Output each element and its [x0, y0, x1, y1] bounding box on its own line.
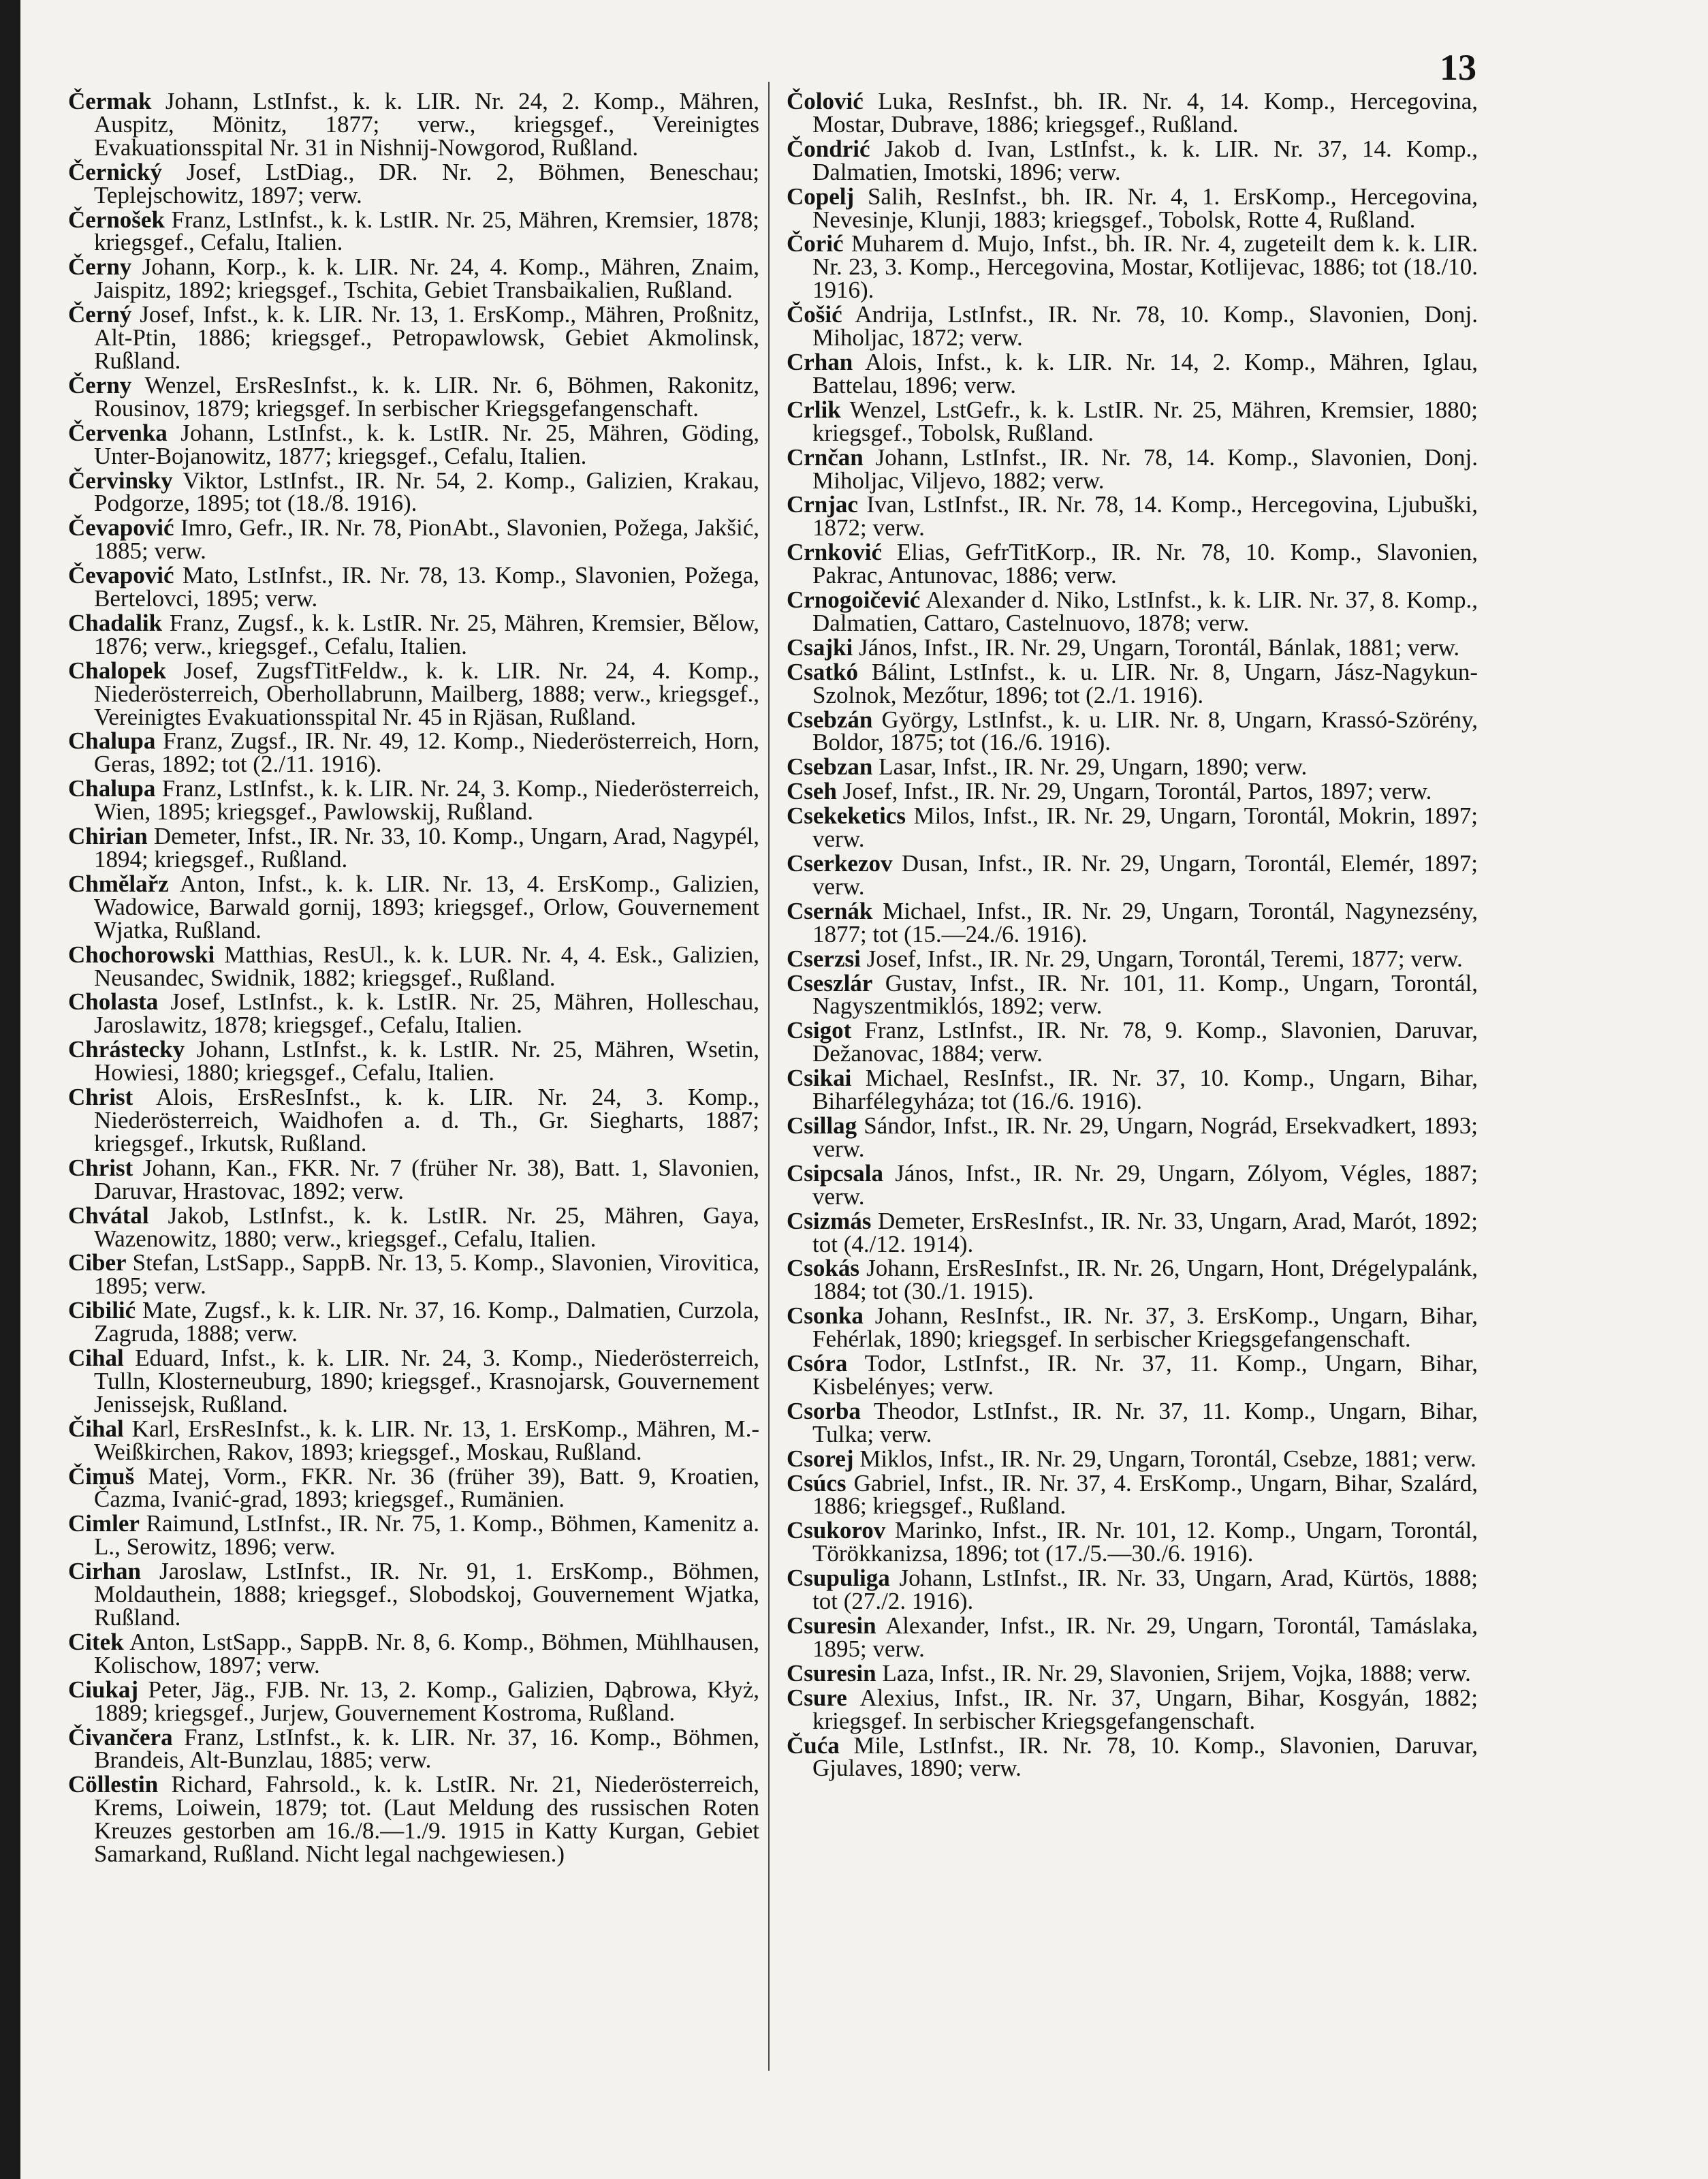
register-entry: [787, 586, 1478, 636]
entry-details: Johann, LstInfst., k. k. LstIR. Nr. 25, Mähren, Wsetin, Howiesi, 1880; kriegsgef., Cefalu, Italien.: [94, 1036, 759, 1086]
register-entry: [787, 1469, 1478, 1520]
register-entry: [68, 90, 759, 159]
register-entry: [787, 1304, 1478, 1351]
register-entry: [68, 516, 759, 563]
entry-surname: Čimuš: [68, 1462, 135, 1490]
register-entry: [787, 348, 1478, 398]
page-number: 13: [1440, 47, 1476, 88]
entry-surname: Čorić: [787, 230, 844, 257]
entry-details: Franz, Zugsf., k. k. LstIR. Nr. 25, Mähren, Kremsier, Bělow, 1876; verw., kriegsgef., Cefalu, Italien.: [94, 609, 759, 659]
entry-details: Demeter, Infst., IR. Nr. 33, 10. Komp., Ungarn, Arad, Nagypél, 1894; kriegsgef., Rußland.: [94, 823, 760, 873]
entry-details: Johann, LstInfst., k. k. LstIR. Nr. 25, Mähren, Göding, Unter-Bojanowitz, 1877; kriegsgef., Cefalu, Italien.: [94, 419, 759, 469]
entry-surname: Chalupa: [68, 727, 156, 755]
register-entry: [787, 708, 1478, 755]
entry-details: Sándor, Infst., IR. Nr. 29, Ungarn, Nográd, Ersekvadkert, 1893; verw.: [812, 1112, 1478, 1162]
entry-details: Johann, LstInfst., IR. Nr. 78, 14. Komp., Slavonien, Donj. Miholjac, Viljevo, 1882; verw.: [812, 443, 1478, 494]
register-entry: [68, 255, 759, 302]
register-entry: [787, 658, 1478, 708]
entry-surname: Copelj: [787, 183, 855, 210]
register-entry: [68, 1154, 759, 1204]
entry-details: Josef, LstInfst., k. k. LstIR. Nr. 25, Mähren, Holleschau, Jaroslawitz, 1878; kriegsgef., Cefalu, Italien.: [94, 988, 759, 1039]
register-entry: [68, 943, 759, 990]
register-entry: [787, 1067, 1478, 1113]
register-entry: [68, 208, 759, 255]
entry-details: Alexius, Infst., IR. Nr. 37, Ungarn, Bihar, Kosgyán, 1882; kriegsgef. In serbischer Kriegsgefangenschaft.: [812, 1684, 1478, 1734]
entry-details: Raimund, LstInfst., IR. Nr. 75, 1. Komp., Böhmen, Kamenitz a. L., Serowitz, 1896; verw.: [94, 1510, 759, 1561]
entry-surname: Csure: [787, 1684, 847, 1711]
entry-details: János, Infst., IR. Nr. 29, Ungarn, Zólyom, Végles, 1887; verw.: [812, 1159, 1478, 1210]
entry-details: Mate, Zugsf., k. k. LIR. Nr. 37, 16. Komp., Dalmatien, Curzola, Zagruda, 1888; verw.: [94, 1297, 759, 1347]
register-entry: [68, 825, 759, 871]
entry-details: Demeter, ErsResInfst., IR. Nr. 33, Ungarn, Arad, Marót, 1892; tot (4./12. 1914).: [812, 1207, 1478, 1257]
entry-details: Michael, ResInfst., IR. Nr. 37, 10. Komp., Ungarn, Bihar, Biharfélegyháza; tot (16./6. 1916).: [812, 1065, 1478, 1115]
entry-details: Bálint, LstInfst., k. u. LIR. Nr. 8, Ungarn, Jász-Nagykun-Szolnok, Mezőtur, 1896; tot (2./1. 1916).: [812, 658, 1478, 708]
register-entry: [68, 1628, 759, 1678]
register-entry: [787, 1731, 1478, 1782]
register-entry: [787, 755, 1478, 779]
register-entry: [787, 1159, 1478, 1210]
entry-surname: Csorej: [787, 1445, 854, 1472]
entry-details: Alois, Infst., k. k. LIR. Nr. 14, 2. Komp., Mähren, Iglau, Battelau, 1896; verw.: [812, 348, 1478, 398]
register-entry: [787, 232, 1478, 302]
entry-surname: Csorba: [787, 1397, 861, 1424]
entry-surname: Chalupa: [68, 775, 156, 802]
entry-surname: Červenka: [68, 419, 168, 446]
entry-details: Alexander, Infst., IR. Nr. 29, Ungarn, Torontál, Tamáslaka, 1895; verw.: [812, 1612, 1478, 1662]
entry-details: Mile, LstInfst., IR. Nr. 78, 10. Komp., Slavonien, Daruvar, Gjulaves, 1890; verw.: [812, 1731, 1478, 1782]
entry-details: Luka, ResInfst., bh. IR. Nr. 4, 14. Komp., Hercegovina, Mostar, Dubrave, 1886; kriegsgef., Rußland.: [812, 88, 1478, 138]
entry-surname: Cseszlár: [787, 969, 873, 997]
register-entry: [68, 1510, 759, 1561]
entry-surname: Chvátal: [68, 1202, 149, 1229]
entry-details: Franz, LstInfst., k. k. LIR. Nr. 24, 3. Komp., Niederösterreich, Wien, 1895; kriegsgef., Pawlowskij, Rußland.: [94, 775, 759, 826]
register-entry: [787, 1397, 1478, 1447]
entry-details: Muharem d. Mujo, Infst., bh. IR. Nr. 4, zugeteilt dem k. k. LIR. Nr. 23, 3. Komp., Hercegovina, Mostar, Kotlijevac, 1886; tot (18./10. 1916).: [812, 230, 1478, 304]
register-entry: [68, 1723, 760, 1774]
entry-details: Matthias, ResUl., k. k. LUR. Nr. 4, 4. Esk., Galizien, Neusandec, Swidnik, 1882; kriegsgef., Rußland.: [94, 941, 759, 991]
register-entry: [787, 443, 1478, 494]
register-entry: [787, 491, 1478, 542]
entry-surname: Csebzán: [787, 706, 873, 733]
entry-details: Theodor, LstInfst., IR. Nr. 37, 11. Komp., Ungarn, Bihar, Tulka; verw.: [812, 1397, 1478, 1447]
entry-details: Viktor, LstInfst., IR. Nr. 54, 2. Komp., Galizien, Krakau, Podgorze, 1895; tot (18./8. 1916).: [94, 467, 759, 517]
register-entry: [787, 1207, 1478, 1257]
right-column: [787, 90, 1478, 1781]
entry-details: Miklos, Infst., IR. Nr. 29, Ungarn, Torontál, Csebze, 1881; verw.: [859, 1445, 1476, 1472]
register-entry: [787, 185, 1478, 232]
entry-surname: Černošek: [68, 206, 165, 233]
register-entry: [68, 1038, 759, 1084]
entry-details: Marinko, Infst., IR. Nr. 101, 12. Komp., Ungarn, Torontál, Törökkanizsa, 1896; tot (17./5.—30./6. 1916).: [812, 1517, 1478, 1567]
entry-surname: Cirhan: [68, 1558, 141, 1585]
entry-surname: Crlik: [787, 396, 841, 423]
entry-details: Johann, ErsResInfst., IR. Nr. 26, Ungarn, Hont, Drégelypalánk, 1884; tot (30./1. 1915).: [812, 1255, 1478, 1305]
entry-details: Laza, Infst., IR. Nr. 29, Slavonien, Srijem, Vojka, 1888; verw.: [882, 1659, 1471, 1687]
register-entry: [787, 1019, 1478, 1065]
entry-details: Andrija, LstInfst., IR. Nr. 78, 10. Komp., Slavonien, Donj. Miholjac, 1872; verw.: [812, 301, 1478, 351]
register-entry: [787, 541, 1478, 587]
entry-surname: Csupuliga: [787, 1565, 890, 1592]
column-divider: [768, 82, 770, 2071]
entry-details: Franz, LstInfst., k. k. LIR. Nr. 37, 16. Komp., Böhmen, Brandeis, Alt-Bunzlau, 1885; verw.: [94, 1723, 760, 1774]
entry-details: Salih, ResInfst., bh. IR. Nr. 4, 1. ErsKomp., Hercegovina, Nevesinje, Klunji, 1883; kriegsgef., Tobolsk, Rotte 4, Rußland.: [812, 183, 1478, 233]
entry-surname: Csúcs: [787, 1469, 847, 1496]
entry-surname: Christ: [68, 1084, 133, 1111]
register-entry: [787, 947, 1478, 971]
register-entry: [68, 659, 759, 729]
entry-surname: Csikai: [787, 1065, 852, 1092]
entry-surname: Čevapović: [68, 514, 174, 542]
register-entry: [787, 1447, 1478, 1471]
entry-surname: Crnjac: [787, 491, 858, 518]
entry-details: Milos, Infst., IR. Nr. 29, Ungarn, Torontál, Mokrin, 1897; verw.: [812, 802, 1478, 853]
register-entry: [68, 1773, 759, 1866]
entry-details: Franz, LstInfst., IR. Nr. 78, 9. Komp., Slavonien, Daruvar, Dežanovac, 1884; verw.: [812, 1017, 1478, 1067]
entry-surname: Čuća: [787, 1731, 840, 1759]
entry-surname: Ciukaj: [68, 1676, 139, 1703]
entry-surname: Csajki: [787, 633, 853, 661]
entry-details: Johann, ResInfst., IR. Nr. 37, 3. ErsKomp., Ungarn, Bihar, Fehérlak, 1890; kriegsgef. In serbischer Kriegsgefangenschaft.: [812, 1302, 1478, 1353]
register-entry: [68, 1417, 759, 1464]
entry-details: Stefan, LstSapp., SappB. Nr. 13, 5. Komp., Slavonien, Virovitica, 1895; verw.: [94, 1249, 759, 1300]
entry-details: Karl, ErsResInfst., k. k. LIR. Nr. 13, 1. ErsKomp., Mähren, M.-Weißkirchen, Rakov, 1893; kriegsgef., Moskau, Rußland.: [94, 1415, 760, 1465]
register-entry: [68, 1251, 759, 1298]
entry-surname: Černický: [68, 158, 163, 185]
entry-surname: Čondrić: [787, 135, 870, 162]
register-entry: [68, 727, 760, 778]
register-entry: [68, 1086, 759, 1155]
entry-details: Mato, LstInfst., IR. Nr. 78, 13. Komp., Slavonien, Požega, Bertelovci, 1895; verw.: [94, 562, 760, 612]
entry-details: Gustav, Infst., IR. Nr. 101, 11. Komp., Ungarn, Torontál, Nagyszentmiklós, 1892; verw.: [812, 969, 1478, 1020]
entry-surname: Csekeketics: [787, 802, 906, 830]
register-entry: [787, 1257, 1478, 1303]
entry-surname: Čevapović: [68, 562, 174, 589]
register-entry: [787, 303, 1478, 349]
entry-surname: Chmělařz: [68, 870, 169, 897]
register-entry: [787, 1659, 1478, 1687]
entry-details: Matej, Vorm., FKR. Nr. 36 (früher 39), Batt. 9, Kroatien, Čazma, Ivanić-grad, 1893; kriegsgef., Rumänien.: [94, 1462, 760, 1513]
entry-surname: Cseh: [787, 778, 837, 805]
entry-details: Eduard, Infst., k. k. LIR. Nr. 24, 3. Komp., Niederösterreich, Tulln, Klosterneuburg, 1890; kriegsgef., Krasnojarsk, Gouvernement Jenissejsk, Rußland.: [94, 1345, 760, 1417]
entry-details: Franz, Zugsf., IR. Nr. 49, 12. Komp., Niederösterreich, Horn, Geras, 1892; tot (2./11. 1916).: [94, 727, 760, 778]
entry-details: György, LstInfst., k. u. LIR. Nr. 8, Ungarn, Krassó-Szörény, Boldor, 1875; tot (16./6. 1916).: [812, 706, 1478, 756]
entry-surname: Ciber: [68, 1249, 127, 1276]
entry-details: Josef, ZugsfTitFeldw., k. k. LIR. Nr. 24, 4. Komp., Niederösterreich, Oberhollabrunn, Mailberg, 1888; verw., kriegsgef., Vereinigtes Evakuationsspital Nr. 45 in Rjäsan, Rußland.: [94, 657, 759, 730]
entry-details: Josef, Infst., k. k. LIR. Nr. 13, 1. ErsKomp., Mähren, Proßnitz, Alt-Ptin, 1886; kriegsgef., Petropawlowsk, Gebiet Akmolinsk, Rußland.: [94, 301, 760, 374]
entry-details: Dusan, Infst., IR. Nr. 29, Ungarn, Torontál, Elemér, 1897; verw.: [812, 850, 1478, 900]
entry-surname: Cibilić: [68, 1297, 136, 1324]
entry-details: Johann, Korp., k. k. LIR. Nr. 24, 4. Komp., Mähren, Znaim, Jaispitz, 1892; kriegsgef., Tschita, Gebiet Transbaikalien, Rußland.: [94, 253, 759, 304]
register-entry: [787, 633, 1478, 661]
entry-details: Todor, LstInfst., IR. Nr. 37, 11. Komp., Ungarn, Bihar, Kisbelényes; verw.: [812, 1350, 1478, 1400]
entry-surname: Csokás: [787, 1255, 859, 1282]
entry-surname: Chochorowski: [68, 941, 215, 968]
entry-details: Wenzel, LstGefr., k. k. LstIR. Nr. 25, Mähren, Kremsier, 1880; kriegsgef., Tobolsk, Rußland.: [812, 396, 1478, 446]
entry-surname: Csigot: [787, 1017, 852, 1044]
entry-details: Josef, Infst., IR. Nr. 29, Ungarn, Torontál, Teremi, 1877; verw.: [866, 945, 1463, 972]
register-entry: [787, 90, 1478, 136]
register-entry: [68, 1347, 759, 1416]
entry-surname: Chadalik: [68, 609, 163, 636]
entry-surname: Chrástecky: [68, 1036, 185, 1063]
entry-details: Wenzel, ErsResInfst., k. k. LIR. Nr. 6, Böhmen, Rakonitz, Rousinov, 1879; kriegsgef. In serbischer Kriegsgefangenschaft.: [94, 371, 759, 422]
register-entry: [787, 1567, 1478, 1613]
entry-details: János, Infst., IR. Nr. 29, Ungarn, Torontál, Bánlak, 1881; verw.: [859, 633, 1460, 661]
register-entry: [787, 135, 1478, 185]
register-entry: [68, 990, 759, 1037]
register-entry: [68, 609, 759, 659]
entry-surname: Černy: [68, 371, 132, 398]
entry-surname: Čihal: [68, 1415, 124, 1442]
register-entry: [787, 1114, 1478, 1161]
entry-details: Alexander d. Niko, LstInfst., k. k. LIR. Nr. 37, 8. Komp., Dalmatien, Cattaro, Castelnuovo, 1878; verw.: [812, 586, 1478, 636]
register-entry: [787, 804, 1478, 851]
entry-surname: Cöllestin: [68, 1771, 159, 1798]
entry-surname: Csuresin: [787, 1612, 876, 1639]
entry-details: Johann, LstInfst., k. k. LIR. Nr. 24, 2. Komp., Mähren, Auspitz, Mönitz, 1877; verw., kriegsgef., Vereinigtes Evakuationsspital Nr. 31 in Nishnij-Nowgorod, Rußland.: [94, 88, 760, 161]
entry-surname: Crnković: [787, 539, 882, 566]
entry-details: Imro, Gefr., IR. Nr. 78, PionAbt., Slavonien, Požega, Jakšić, 1885; verw.: [94, 514, 759, 565]
entry-surname: Čolović: [787, 88, 864, 114]
entry-surname: Červinsky: [68, 467, 173, 494]
left-column: [68, 90, 759, 1867]
entry-surname: Citek: [68, 1628, 124, 1655]
entry-details: Jakob d. Ivan, LstInfst., k. k. LIR. Nr. 37, 14. Komp., Dalmatien, Imotski, 1896; verw.: [812, 135, 1478, 185]
entry-details: Ivan, LstInfst., IR. Nr. 78, 14. Komp., Hercegovina, Ljubuški, 1872; verw.: [812, 491, 1478, 542]
register-entry: [787, 780, 1478, 803]
entry-surname: Csizmás: [787, 1207, 872, 1234]
entry-details: Josef, LstDiag., DR. Nr. 2, Böhmen, Beneschau; Teplejschowitz, 1897; verw.: [94, 158, 760, 208]
entry-surname: Csillag: [787, 1112, 857, 1139]
register-entry: [68, 469, 759, 516]
register-entry: [68, 303, 759, 373]
register-entry: [787, 897, 1478, 947]
entry-surname: Černy: [68, 253, 132, 281]
entry-surname: Crnčan: [787, 443, 864, 471]
entry-details: Johann, LstInfst., IR. Nr. 33, Ungarn, Arad, Kürtös, 1888; tot (27./2. 1916).: [812, 1565, 1478, 1615]
entry-surname: Čermak: [68, 88, 152, 114]
entry-surname: Csebzan: [787, 753, 873, 781]
entry-surname: Cholasta: [68, 988, 159, 1016]
register-entry: [787, 1684, 1478, 1734]
entry-surname: Čivančera: [68, 1723, 173, 1751]
entry-surname: Crnogoičević: [787, 586, 921, 614]
entry-surname: Cihal: [68, 1345, 124, 1372]
entry-details: Anton, Infst., k. k. LIR. Nr. 13, 4. ErsKomp., Galizien, Wadowice, Barwald gornij, 1893; kriegsgef., Orlow, Gouvernement Wjatka, Rußland.: [94, 870, 759, 943]
register-entry: [68, 1299, 759, 1345]
register-entry: [787, 398, 1478, 445]
register-entry: [68, 1560, 759, 1629]
register-entry: [787, 852, 1478, 898]
entry-surname: Csatkó: [787, 658, 859, 685]
entry-details: Richard, Fahrsold., k. k. LstIR. Nr. 21, Niederösterreich, Krems, Loiwein, 1879; tot. (Laut Meldung des russischen Roten Kreuzes gestorben am 16./8.—1./9. 1915 in Katty Kurgan, Gebiet Samarkand, Rußland. Nicht legal nachgewiesen.): [94, 1771, 760, 1868]
entry-surname: Chirian: [68, 823, 148, 850]
register-entry: [68, 777, 759, 824]
entry-details: Gabriel, Infst., IR. Nr. 37, 4. ErsKomp., Ungarn, Bihar, Szalárd, 1886; kriegsgef., Rußland.: [812, 1469, 1478, 1520]
entry-surname: Csóra: [787, 1350, 848, 1377]
entry-surname: Csonka: [787, 1302, 864, 1330]
entry-surname: Csipcsala: [787, 1159, 883, 1187]
entry-details: Elias, GefrTitKorp., IR. Nr. 78, 10. Komp., Slavonien, Pakrac, Antunovac, 1886; verw.: [812, 539, 1478, 589]
register-entry: [787, 969, 1478, 1020]
entry-surname: Csernák: [787, 897, 873, 924]
register-entry: [68, 564, 759, 610]
entry-surname: Cserzsi: [787, 945, 861, 972]
entry-details: Lasar, Infst., IR. Nr. 29, Ungarn, 1890; verw.: [879, 753, 1308, 781]
entry-details: Michael, Infst., IR. Nr. 29, Ungarn, Torontál, Nagynezsény, 1877; tot (15.—24./6. 1916).: [812, 897, 1478, 947]
entry-details: Alois, ErsResInfst., k. k. LIR. Nr. 24, 3. Komp., Niederösterreich, Waidhofen a. d. Th., Gr. Siegharts, 1887; kriegsgef., Irkutsk, Rußland.: [94, 1084, 759, 1157]
register-entry: [787, 1352, 1478, 1398]
entry-surname: Černý: [68, 301, 132, 328]
scan-edge: [0, 0, 20, 2179]
entry-surname: Christ: [68, 1154, 133, 1181]
entry-surname: Cimler: [68, 1510, 140, 1537]
entry-details: Jaroslaw, LstInfst., IR. Nr. 91, 1. ErsKomp., Böhmen, Moldauthein, 1888; kriegsgef., Slobodskoj, Gouvernement Wjatka, Rußland.: [94, 1558, 759, 1631]
entry-surname: Crhan: [787, 348, 853, 375]
register-entry: [68, 870, 759, 943]
register-entry: [787, 1519, 1478, 1565]
entry-details: Johann, Kan., FKR. Nr. 7 (früher Nr. 38), Batt. 1, Slavonien, Daruvar, Hrastovac, 1892; verw.: [94, 1154, 759, 1204]
register-entry: [68, 1678, 759, 1725]
entry-details: Anton, LstSapp., SappB. Nr. 8, 6. Komp., Böhmen, Mühlhausen, Kolischow, 1897; verw.: [94, 1628, 759, 1678]
entry-surname: Cserkezov: [787, 850, 893, 877]
register-entry: [68, 371, 759, 422]
entry-details: Peter, Jäg., FJB. Nr. 13, 2. Komp., Galizien, Dąbrowa, Kłyż, 1889; kriegsgef., Jurjew, Gouvernement Kostroma, Rußland.: [94, 1676, 759, 1726]
entry-surname: Čošić: [787, 301, 842, 328]
register-entry: [68, 1204, 759, 1251]
entry-surname: Csuresin: [787, 1659, 876, 1687]
entry-details: Josef, Infst., IR. Nr. 29, Ungarn, Torontál, Partos, 1897; verw.: [842, 778, 1432, 805]
entry-details: Franz, LstInfst., k. k. LstIR. Nr. 25, Mähren, Kremsier, 1878; kriegsgef., Cefalu, Italien.: [94, 206, 760, 256]
register-entry: [68, 1462, 760, 1513]
register-entry: [68, 419, 759, 469]
entry-surname: Csukorov: [787, 1517, 886, 1544]
entry-details: Jakob, LstInfst., k. k. LstIR. Nr. 25, Mähren, Gaya, Wazenowitz, 1880; verw., kriegsgef., Cefalu, Italien.: [94, 1202, 760, 1252]
entry-surname: Chalopek: [68, 657, 166, 684]
register-entry: [68, 158, 760, 208]
register-entry: [787, 1614, 1478, 1661]
